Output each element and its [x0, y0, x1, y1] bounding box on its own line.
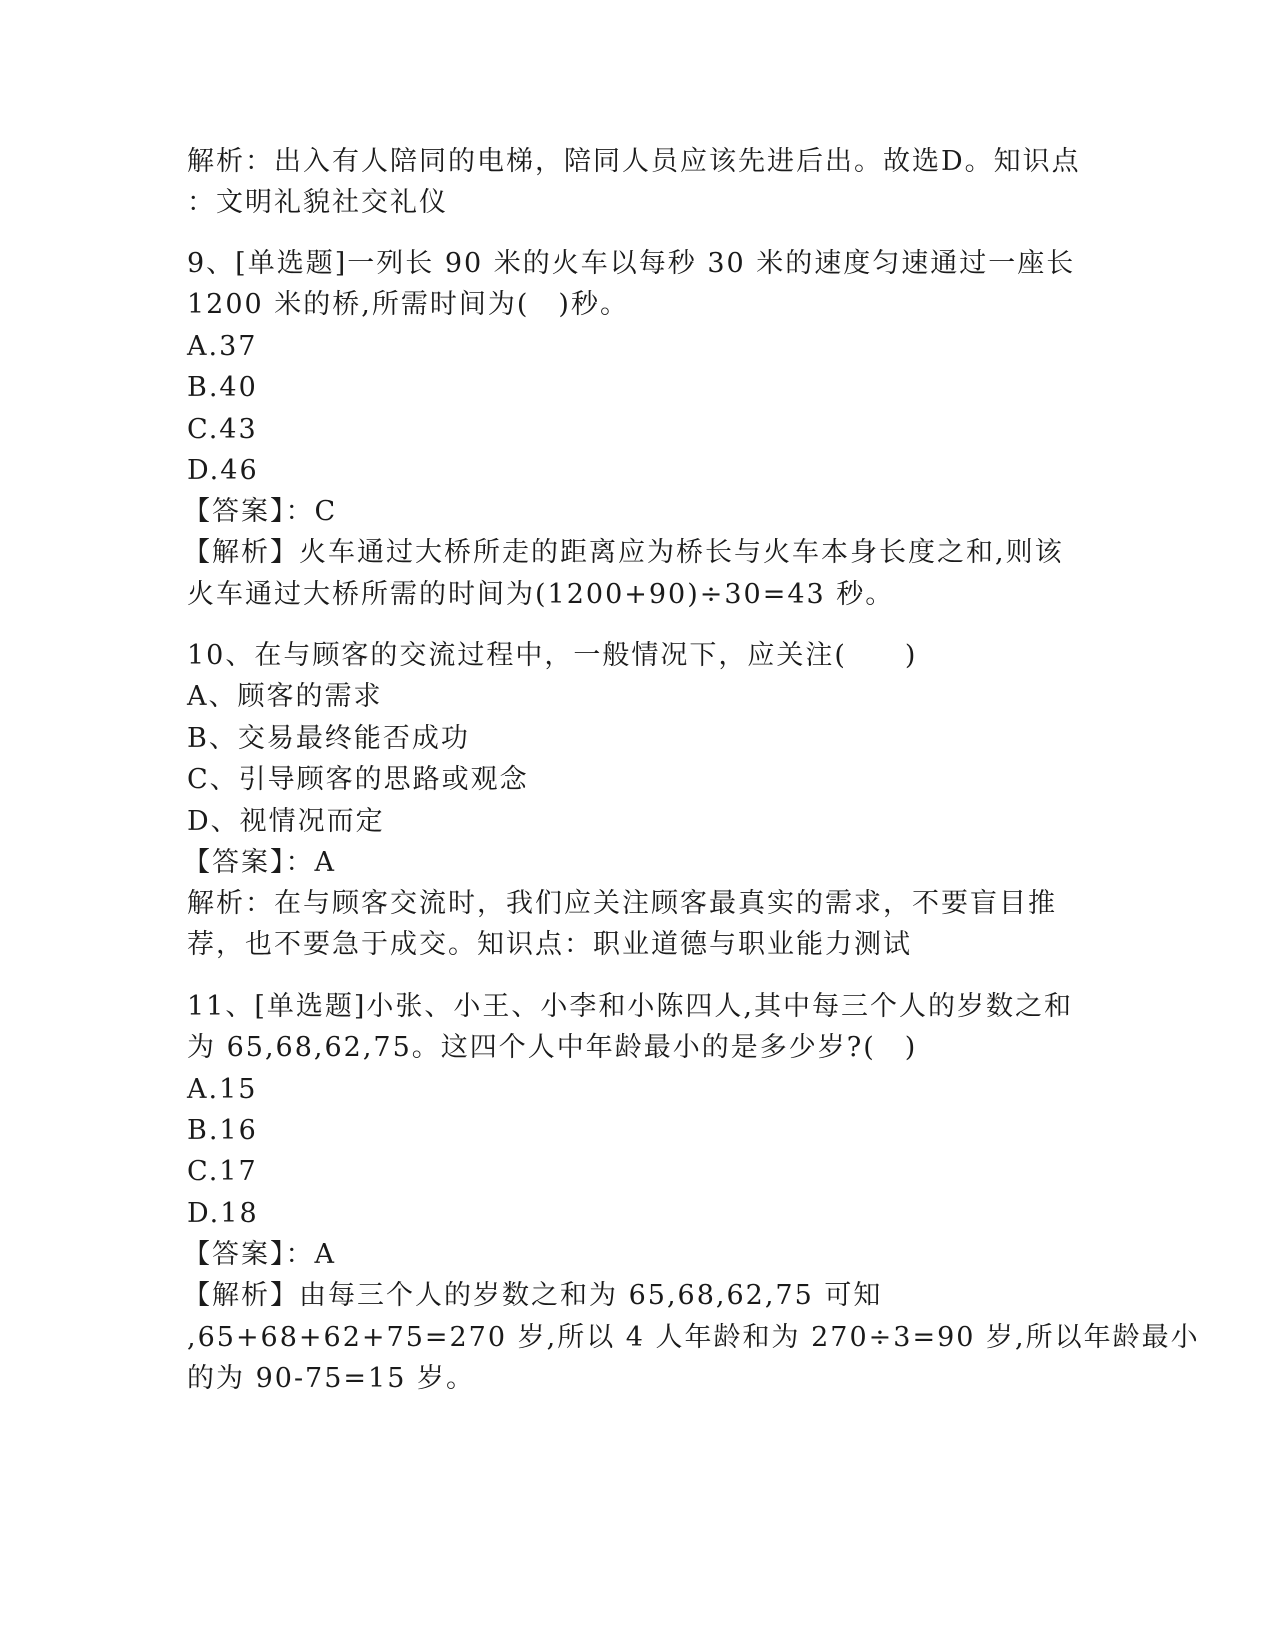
prev-analysis-line-1: 解析：出入有人陪同的电梯，陪同人员应该先进后出。故选D。知识点: [187, 146, 1081, 177]
q10-option-b: B、交易最终能否成功: [187, 723, 470, 754]
q11-option-d: D.18: [187, 1198, 259, 1229]
q9-option-c: C.43: [187, 414, 258, 445]
q11-option-b: B.16: [187, 1115, 258, 1146]
q9-analysis-line-2: 火车通过大桥所需的时间为(1200+90)÷30=43 秒。: [187, 579, 895, 610]
q11-answer: 【答案】：A: [183, 1239, 336, 1270]
q11-analysis-line-2: ,65+68+62+75=270 岁,所以 4 人年龄和为 270÷3=90 岁,所以年龄最小: [187, 1322, 1200, 1353]
q9-stem-line-2: 1200 米的桥,所需时间为( )秒。: [187, 289, 629, 320]
q11-option-a: A.15: [187, 1074, 258, 1105]
q11-analysis-line-1: 【解析】由每三个人的岁数之和为 65,68,62,75 可知: [183, 1280, 883, 1311]
q10-analysis-line-2: 荐，也不要急于成交。知识点：职业道德与职业能力测试: [187, 929, 912, 960]
q9-stem-line-1: 9、[单选题]一列长 90 米的火车以每秒 30 米的速度匀速通过一座长: [187, 248, 1076, 279]
q10-answer: 【答案】：A: [183, 847, 336, 878]
q10-option-a: A、顾客的需求: [187, 681, 383, 712]
q10-stem: 10、在与顾客的交流过程中，一般情况下，应关注( ): [187, 640, 918, 671]
q9-option-b: B.40: [187, 372, 258, 403]
q9-option-d: D.46: [187, 455, 259, 486]
q11-analysis-line-3: 的为 90-75=15 岁。: [187, 1363, 475, 1394]
q10-option-c: C、引导顾客的思路或观念: [187, 764, 529, 795]
prev-analysis-line-2: ：文明礼貌社交礼仪: [187, 187, 448, 218]
q9-option-a: A.37: [187, 331, 258, 362]
q11-stem-line-1: 11、[单选题]小张、小王、小李和小陈四人,其中每三个人的岁数之和: [187, 991, 1074, 1022]
q11-stem-line-2: 为 65,68,62,75。这四个人中年龄最小的是多少岁?( ): [187, 1032, 918, 1063]
q10-option-d: D、视情况而定: [187, 806, 385, 837]
q10-analysis-line-1: 解析：在与顾客交流时，我们应关注顾客最真实的需求，不要盲目推: [187, 888, 1057, 919]
q11-option-c: C.17: [187, 1156, 258, 1187]
q9-answer: 【答案】：C: [183, 496, 338, 527]
q9-analysis-line-1: 【解析】火车通过大桥所走的距离应为桥长与火车本身长度之和,则该: [183, 537, 1064, 568]
